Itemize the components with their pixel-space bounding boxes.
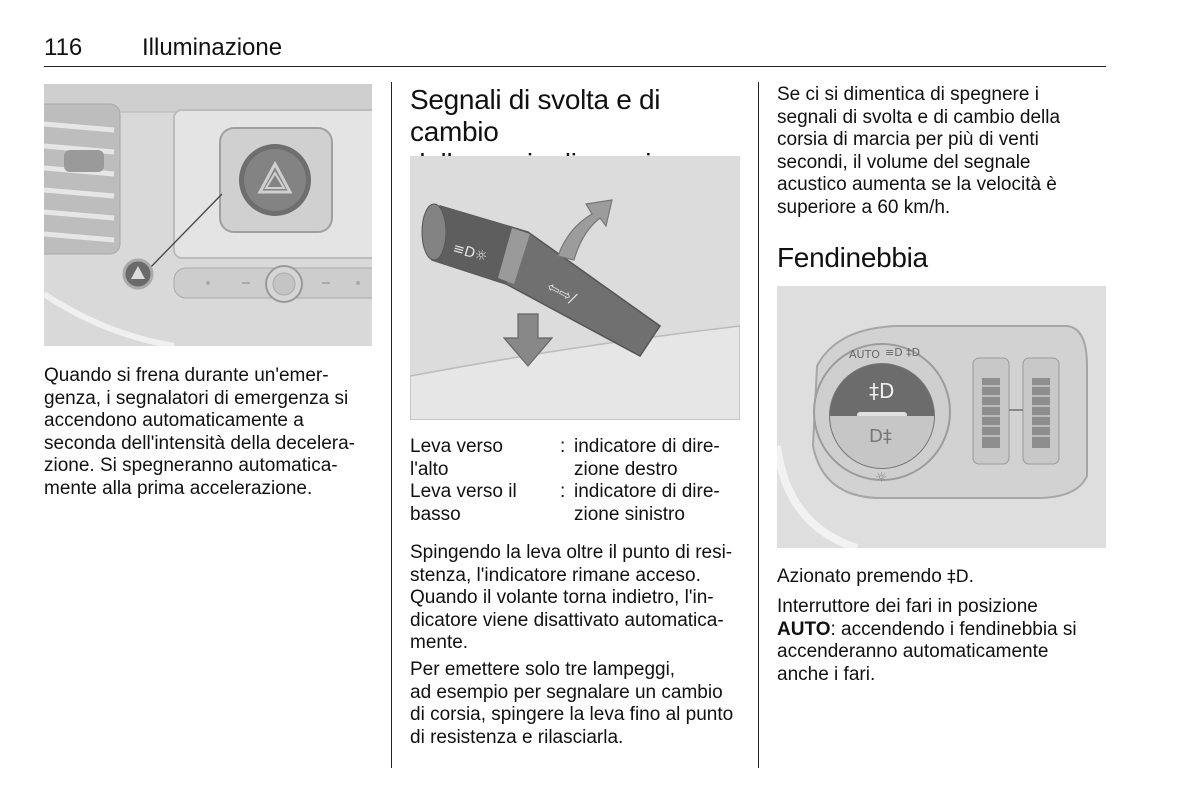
page-number: 116 bbox=[44, 34, 83, 61]
fog-light-figure bbox=[777, 286, 1106, 548]
svg-text:≡D ‡D: ≡D ‡D bbox=[885, 346, 921, 359]
definition-row: Leva verso l'alto : indicatore di dire- zione destro bbox=[410, 436, 720, 480]
signal-paragraph-2: Per emettere solo tre lampeggi, ad esempio per segnalare un cambio di corsia, spingere la leva fino al punto di resistenza e rilasciarla. bbox=[410, 659, 734, 748]
page-header bbox=[44, 30, 1106, 67]
rear-fog-light-icon: D‡ bbox=[869, 426, 892, 447]
fog-auto-paragraph: Interruttore dei fari in posizione AUTO: accendendo i fendinebbia si accenderanno automaticamente anche i fari. bbox=[777, 596, 1077, 685]
signal-volume-paragraph: Se ci si dimentica di spegnere i segnali di svolta e di cambio della corsia di marcia per più di venti secondi, il volume del segnale acustico aumenta se la velocità è superiore a 60 km/h. bbox=[777, 84, 1061, 218]
signal-paragraph-1: Spingendo la leva oltre il punto di resi- stenza, l'indicatore rimane acceso. Quando il volante torna indietro, l'in- dicatore viene disattivato automatica- mente. bbox=[410, 542, 733, 653]
hazard-button-figure bbox=[44, 84, 372, 346]
svg-text:≡D☼: ≡D☼ bbox=[450, 240, 490, 266]
hazard-button-illustration bbox=[44, 84, 372, 346]
definition-table bbox=[410, 436, 740, 526]
fog-activation-line: Azionato premendo ‡D. bbox=[777, 566, 975, 587]
column-divider bbox=[391, 82, 392, 768]
hazard-paragraph: Quando si frena durante un'emer- genza, i segnalatori di emergenza si accendono automaticamente a seconda dell'intensità della decelera- zione. Si spegneranno automatica- mente alla prima accelerazione. bbox=[44, 365, 355, 499]
section-title: Illuminazione bbox=[142, 34, 283, 61]
turn-signal-heading: Segnali di svolta e di cambio bbox=[410, 84, 661, 147]
sun-icon: ☼ bbox=[875, 470, 888, 486]
front-fog-light-icon: ‡D. bbox=[947, 567, 975, 587]
front-fog-light-icon: ‡D bbox=[869, 379, 895, 403]
svg-text:⇦⇨/: ⇦⇨/ bbox=[544, 277, 580, 308]
turn-signal-figure bbox=[410, 156, 740, 420]
column-divider bbox=[758, 82, 759, 768]
definition-row: Leva verso il basso : indicatore di dire- zione sinistro bbox=[410, 481, 720, 525]
fog-light-illustration bbox=[777, 286, 1106, 548]
auto-label: AUTO bbox=[849, 348, 880, 361]
fog-light-heading: Fendinebbia bbox=[777, 242, 928, 273]
turn-signal-illustration bbox=[410, 156, 740, 420]
